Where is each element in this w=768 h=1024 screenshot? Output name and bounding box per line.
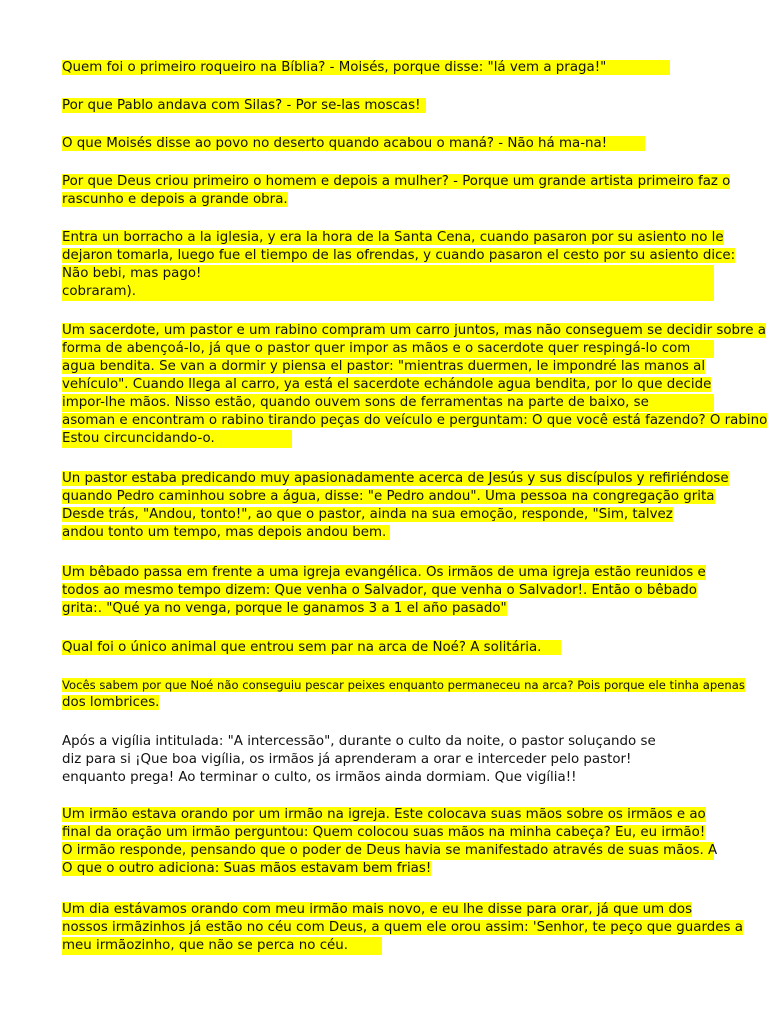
text-line: [62, 265, 752, 283]
highlighted-text: Um irmão estava orando por um irmão na igreja. Este colocava suas mãos sobre os irmãos e ao: [62, 807, 706, 822]
joke-paragraph-2: [62, 97, 752, 115]
highlighted-text: rascunho e depois a grande obra.: [62, 192, 288, 207]
text-line: [62, 694, 752, 712]
text-line: [62, 676, 752, 694]
text-line: [62, 173, 752, 191]
highlighted-text: Um sacerdote, um pastor e um rabino compram um carro juntos, mas não conseguem se decidir sobre a: [62, 323, 766, 338]
highlighted-text: Estou circuncidando-o.: [62, 430, 292, 448]
joke-paragraph-10: [62, 676, 752, 712]
highlighted-text: asoman e encontram o rabino tirando peças do veículo e perguntam: O que você está fazendo? O rabino: [62, 413, 768, 428]
text-line: [62, 322, 766, 340]
text-line: [62, 564, 752, 582]
highlighted-text: grita:. "Qué ya no venga, porque le ganamos 3 a 1 el año pasado": [62, 601, 507, 616]
highlighted-text: Não bebi, mas pago!: [62, 265, 714, 283]
joke-paragraph-5: [62, 229, 752, 301]
highlighted-text: agua bendita. Se van a dormir y piensa el pastor: "mientras duermen, le impondré las manos al: [62, 359, 706, 374]
highlighted-text: Entra un borracho a la iglesia, y era la hora de la Santa Cena, cuando pasaron por su asiento no le: [62, 230, 724, 245]
text-line: [62, 191, 752, 209]
text-line: [62, 229, 752, 247]
highlighted-text: final da oração um irmão perguntou: Quem colocou suas mãos na minha cabeça? Eu, eu irmão!: [62, 825, 706, 840]
highlighted-text: forma de abençoá-lo, já que o pastor quer impor as mãos e o sacerdote quer respingá-lo com: [62, 340, 714, 358]
highlighted-text: dos lombrices.: [62, 695, 160, 710]
text-line: [62, 582, 752, 600]
joke-paragraph-9: [62, 639, 752, 657]
highlighted-text: dejaron tomarla, luego fue el tiempo de las ofrendas, y cuando pasaron el cesto por su asiento dice:: [62, 248, 736, 263]
joke-paragraph-8: [62, 564, 752, 618]
highlighted-text: Desde trás, "Andou, tonto!", ao que o pastor, ainda na sua emoção, responde, "Sim, talvez: [62, 507, 673, 522]
text-line: [62, 283, 752, 301]
text-line: [62, 919, 752, 937]
highlighted-text: O que Moisés disse ao povo no deserto quando acabou o maná? - Não há ma-na!: [62, 136, 645, 151]
joke-paragraph-11: [62, 733, 752, 787]
joke-paragraph-6: [62, 322, 768, 448]
joke-paragraph-13: [62, 901, 752, 955]
highlighted-text: Um dia estávamos orando com meu irmão mais novo, e eu lhe disse para orar, já que um dos: [62, 902, 693, 917]
text-line: [62, 937, 752, 955]
text-line: [62, 524, 752, 542]
highlighted-text: Vocês sabem por que Noé não conseguiu pescar peixes enquanto permaneceu na arca? Pois porque ele tinha apenas: [62, 678, 745, 692]
text-line: [62, 600, 752, 618]
highlighted-text: vehículo". Cuando llega al carro, ya está el sacerdote echándole agua bendita, por lo que decide: [62, 377, 712, 392]
highlighted-text: Qual foi o único animal que entrou sem par na arca de Noé? A solitária.: [62, 640, 561, 655]
highlighted-text: Un pastor estaba predicando muy apasionadamente acerca de Jesús y sus discípulos y refiriéndose: [62, 471, 729, 486]
text-line: [62, 470, 752, 488]
text-line: [62, 842, 752, 860]
text-line: [62, 506, 752, 524]
text-line: [62, 824, 752, 842]
joke-paragraph-4: [62, 173, 752, 209]
text-line: [62, 860, 752, 878]
highlighted-text: todos ao mesmo tempo dizem: Que venha o Salvador, que venha o Salvador!. Então o bêbado: [62, 583, 697, 598]
text-line: [62, 412, 768, 430]
highlighted-text: Quem foi o primeiro roqueiro na Bíblia? - Moisés, porque disse: "lá vem a praga!": [62, 60, 670, 75]
text-line: [62, 488, 752, 506]
text-line: [62, 135, 752, 153]
text-line: [62, 901, 752, 919]
highlighted-text: O que o outro adiciona: Suas mãos estavam bem frias!: [62, 861, 432, 876]
joke-paragraph-7: [62, 470, 752, 542]
joke-paragraph-12: [62, 806, 752, 878]
text-line: [62, 430, 752, 448]
text-line: [62, 394, 752, 412]
text-line: [62, 59, 752, 77]
text-line: [62, 340, 752, 358]
text-line: [62, 358, 752, 376]
highlighted-text: cobraram).: [62, 283, 714, 301]
highlighted-text: quando Pedro caminhou sobre a água, disse: "e Pedro andou". Uma pessoa na congregação grita: [62, 489, 715, 504]
highlighted-text: Um bêbado passa em frente a uma igreja evangélica. Os irmãos de uma igreja estão reunidos e: [62, 565, 706, 580]
text-line: diz para si ¡Que boa vigília, os irmãos já aprenderam a orar e interceder pelo pastor!: [62, 752, 632, 767]
text-line: [62, 376, 752, 394]
text-line: [62, 806, 752, 824]
highlighted-text: O irmão responde, pensando que o poder de Deus havia se manifestado através de suas mãos. A: [62, 843, 718, 858]
highlighted-text: impor-lhe mãos. Nisso estão, quando ouvem sons de ferramentas na parte de baixo, se: [62, 394, 714, 412]
highlighted-text: Por que Deus criou primeiro o homem e depois a mulher? - Porque um grande artista primeiro faz o: [62, 174, 731, 189]
highlighted-text: Por que Pablo andava com Silas? - Por se-las moscas!: [62, 98, 426, 113]
highlighted-text: nossos irmãzinhos já estão no céu com Deus, a quem ele orou assim: 'Senhor, te peço que guardes a: [62, 920, 743, 935]
text-line: [62, 639, 752, 657]
text-line: [62, 247, 752, 265]
joke-paragraph-3: [62, 135, 752, 153]
highlighted-text: meu irmãozinho, que não se perca no céu.: [62, 937, 382, 955]
highlighted-text: andou tonto um tempo, mas depois andou bem.: [62, 525, 390, 540]
text-line: enquanto prega! Ao terminar o culto, os irmãos ainda dormiam. Que vigília!!: [62, 770, 577, 785]
text-line: [62, 97, 752, 115]
joke-paragraph-1: [62, 59, 752, 77]
text-line: Após a vigília intitulada: "A intercessão", durante o culto da noite, o pastor soluçando se: [62, 734, 656, 749]
